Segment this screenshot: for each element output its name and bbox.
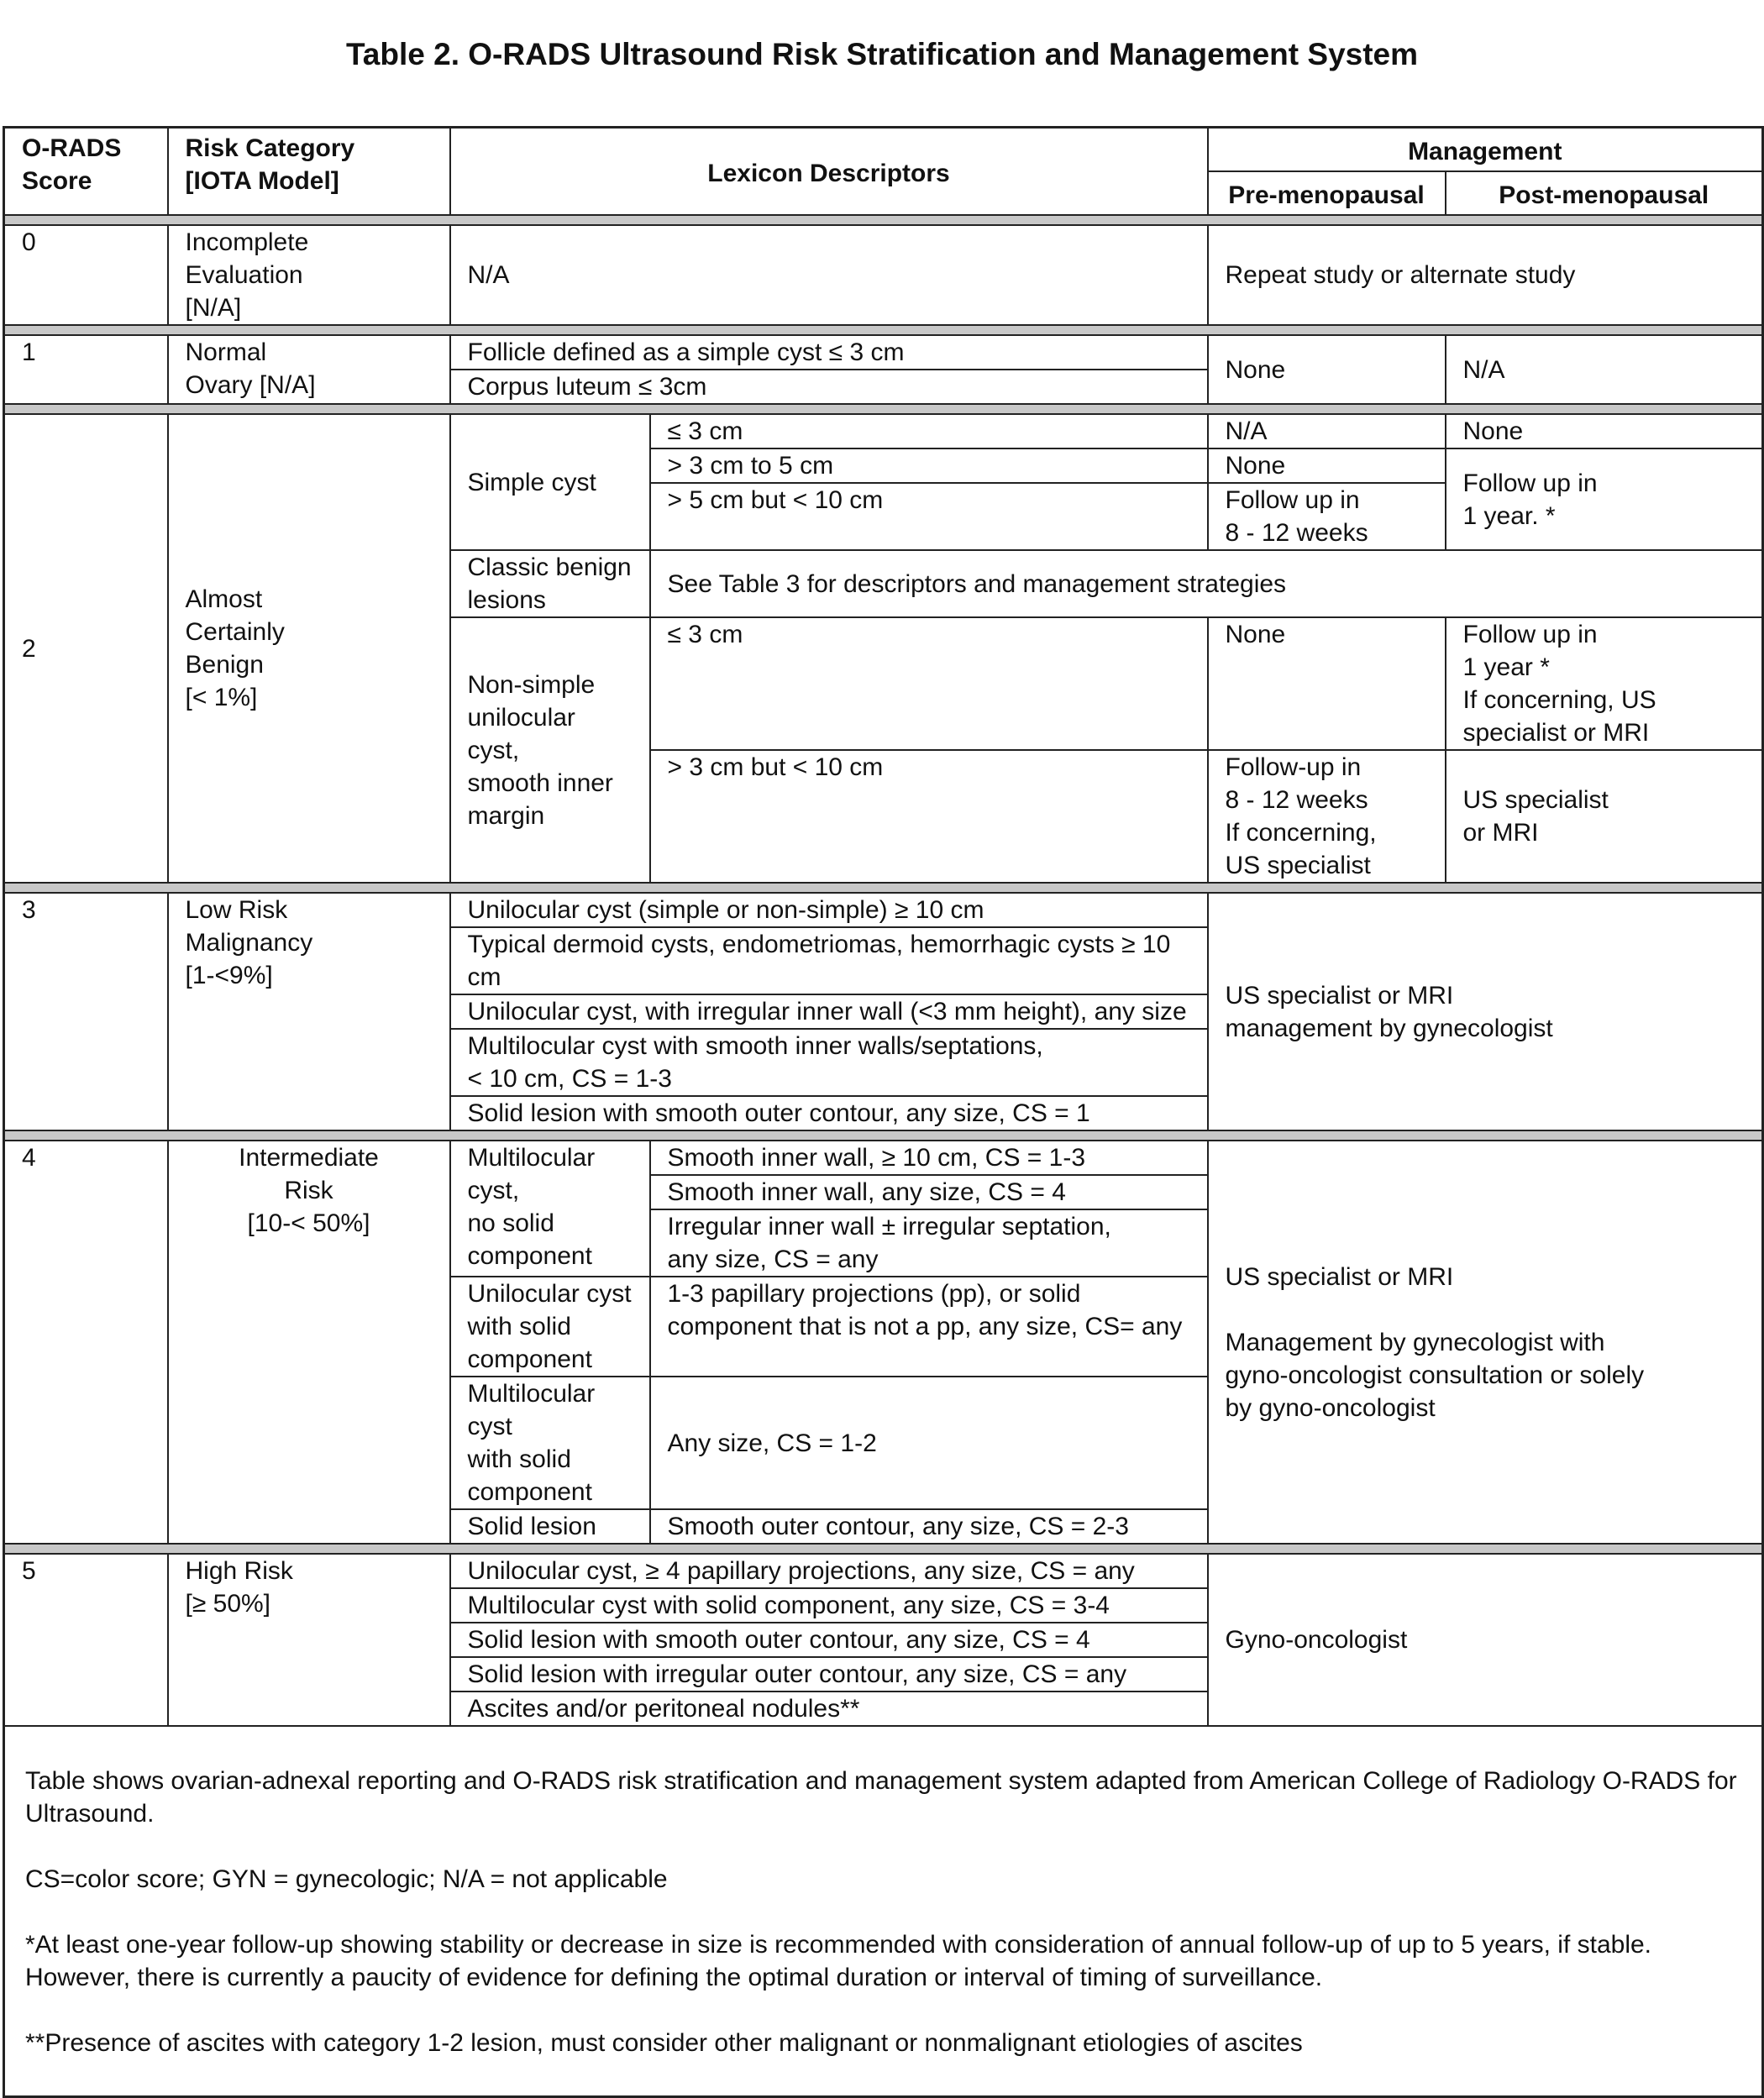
pre-menopausal-cell: None	[1208, 335, 1446, 404]
lexicon-cell: Smooth inner wall, ≥ 10 cm, CS = 1-3	[650, 1141, 1208, 1175]
lexicon-cell: N/A	[450, 225, 1208, 325]
risk-cell: Low Risk Malignancy [1-<9%]	[168, 893, 450, 1130]
lexicon-cell: Solid lesion with irregular outer contour, any size, CS = any	[450, 1657, 1208, 1692]
row-separator	[4, 325, 1763, 335]
lexicon-cell: > 5 cm but < 10 cm	[650, 483, 1208, 550]
score-cell: 5	[4, 1554, 168, 1726]
score-cell: 0	[4, 225, 168, 325]
risk-cell: Incomplete Evaluation [N/A]	[168, 225, 450, 325]
note-follow-up: *At least one-year follow-up showing stability or decrease in size is recommended with consideration of annual follow-up of up to 5 years, if stable. However, there is currently a paucity of evidence for defining the optimal duration or interval of timing of surveillance.	[25, 1931, 1652, 1991]
notes-row	[4, 1726, 1763, 2097]
table-row	[4, 414, 1763, 448]
lexicon-cell: ≤ 3 cm	[650, 617, 1208, 750]
risk-cell: High Risk [≥ 50%]	[168, 1554, 450, 1726]
post-menopausal-cell: None	[1446, 414, 1763, 448]
lexicon-group-cell: Multilocular cyst with solid component	[450, 1377, 650, 1509]
header-score: O-RADS Score	[4, 128, 168, 216]
orads-table	[3, 126, 1764, 2098]
row-separator	[4, 883, 1763, 893]
lexicon-cell: Unilocular cyst, with irregular inner wall (<3 mm height), any size	[450, 994, 1208, 1029]
lexicon-cell: ≤ 3 cm	[650, 414, 1208, 448]
table-row	[4, 1554, 1763, 1588]
lexicon-cell: Irregular inner wall ± irregular septation, any size, CS = any	[650, 1209, 1208, 1277]
post-menopausal-cell: N/A	[1446, 335, 1763, 404]
lexicon-cell: Unilocular cyst, ≥ 4 papillary projections, any size, CS = any	[450, 1554, 1208, 1588]
lexicon-group-cell: Non-simple unilocular cyst, smooth inner margin	[450, 617, 650, 883]
lexicon-cell: Typical dermoid cysts, endometriomas, hemorrhagic cysts ≥ 10 cm	[450, 927, 1208, 994]
pre-menopausal-cell: Follow-up in 8 - 12 weeks If concerning, US specialist	[1208, 750, 1446, 883]
risk-cell: Normal Ovary [N/A]	[168, 335, 450, 404]
score-cell: 1	[4, 335, 168, 404]
row-separator	[4, 1130, 1763, 1141]
lexicon-cell: See Table 3 for descriptors and management strategies	[650, 550, 1763, 617]
table-notes	[4, 1726, 1763, 2097]
note-ascites: **Presence of ascites with category 1-2 lesion, must consider other malignant or nonmalignant etiologies of ascites	[25, 2029, 1303, 2057]
lexicon-group-cell: Classic benign lesions	[450, 550, 650, 617]
table-row	[4, 893, 1763, 927]
row-separator	[4, 1544, 1763, 1554]
table-title: Table 2. O-RADS Ultrasound Risk Stratification and Management System	[345, 37, 1419, 71]
table-row	[4, 225, 1763, 325]
lexicon-group-cell: Multilocular cyst, no solid component	[450, 1141, 650, 1277]
management-cell: Repeat study or alternate study	[1208, 225, 1763, 325]
lexicon-cell: Multilocular cyst with solid component, any size, CS = 3-4	[450, 1588, 1208, 1623]
row-separator	[4, 404, 1763, 414]
risk-cell: Almost Certainly Benign [< 1%]	[168, 414, 450, 883]
table-row	[4, 335, 1763, 370]
risk-cell: Intermediate Risk [10-< 50%]	[168, 1141, 450, 1544]
lexicon-cell: Any size, CS = 1-2	[650, 1377, 1208, 1509]
lexicon-cell: Ascites and/or peritoneal nodules**	[450, 1692, 1208, 1726]
score-cell: 4	[4, 1141, 168, 1544]
post-menopausal-cell: US specialist or MRI	[1446, 750, 1763, 883]
lexicon-cell: > 3 cm to 5 cm	[650, 448, 1208, 483]
header-row-1	[4, 128, 1763, 172]
lexicon-group-cell: Simple cyst	[450, 414, 650, 550]
lexicon-group-cell: Solid lesion	[450, 1509, 650, 1544]
lexicon-cell: > 3 cm but < 10 cm	[650, 750, 1208, 883]
lexicon-cell: Corpus luteum ≤ 3cm	[450, 370, 1208, 404]
pre-menopausal-cell: None	[1208, 448, 1446, 483]
lexicon-cell: 1-3 papillary projections (pp), or solid component that is not a pp, any size, CS= any	[650, 1277, 1208, 1377]
score-cell: 2	[4, 414, 168, 883]
lexicon-cell: Solid lesion with smooth outer contour, any size, CS = 4	[450, 1623, 1208, 1657]
header-pre-menopausal: Pre-menopausal	[1208, 171, 1446, 215]
header-post-menopausal: Post-menopausal	[1446, 171, 1763, 215]
pre-menopausal-cell: N/A	[1208, 414, 1446, 448]
lexicon-group-cell: Unilocular cyst with solid component	[450, 1277, 650, 1377]
lexicon-cell: Smooth outer contour, any size, CS = 2-3	[650, 1509, 1208, 1544]
header-risk-category: Risk Category [IOTA Model]	[168, 128, 450, 216]
header-management: Management	[1208, 128, 1763, 172]
note-abbreviations: CS=color score; GYN = gynecologic; N/A = not applicable	[25, 1865, 668, 1893]
lexicon-cell: Solid lesion with smooth outer contour, any size, CS = 1	[450, 1096, 1208, 1130]
lexicon-cell: Multilocular cyst with smooth inner walls/septations, < 10 cm, CS = 1-3	[450, 1029, 1208, 1096]
table-row	[4, 1141, 1763, 1175]
management-cell: US specialist or MRI Management by gynecologist with gyno-oncologist consultation or solely by gyno-oncologist	[1208, 1141, 1763, 1544]
lexicon-cell: Unilocular cyst (simple or non-simple) ≥ 10 cm	[450, 893, 1208, 927]
lexicon-cell: Follicle defined as a simple cyst ≤ 3 cm	[450, 335, 1208, 370]
pre-menopausal-cell: None	[1208, 617, 1446, 750]
row-separator	[4, 215, 1763, 225]
lexicon-cell: Smooth inner wall, any size, CS = 4	[650, 1175, 1208, 1209]
management-cell: Gyno-oncologist	[1208, 1554, 1763, 1726]
management-cell: US specialist or MRI management by gynecologist	[1208, 893, 1763, 1130]
score-cell: 3	[4, 893, 168, 1130]
post-menopausal-cell: Follow up in 1 year * If concerning, US specialist or MRI	[1446, 617, 1763, 750]
post-menopausal-cell: Follow up in 1 year. *	[1446, 448, 1763, 550]
header-lexicon: Lexicon Descriptors	[450, 128, 1208, 216]
note-source: Table shows ovarian-adnexal reporting and O-RADS risk stratification and management system adapted from American College of Radiology O-RADS for Ultrasound.	[25, 1767, 1737, 1828]
pre-menopausal-cell: Follow up in 8 - 12 weeks	[1208, 483, 1446, 550]
